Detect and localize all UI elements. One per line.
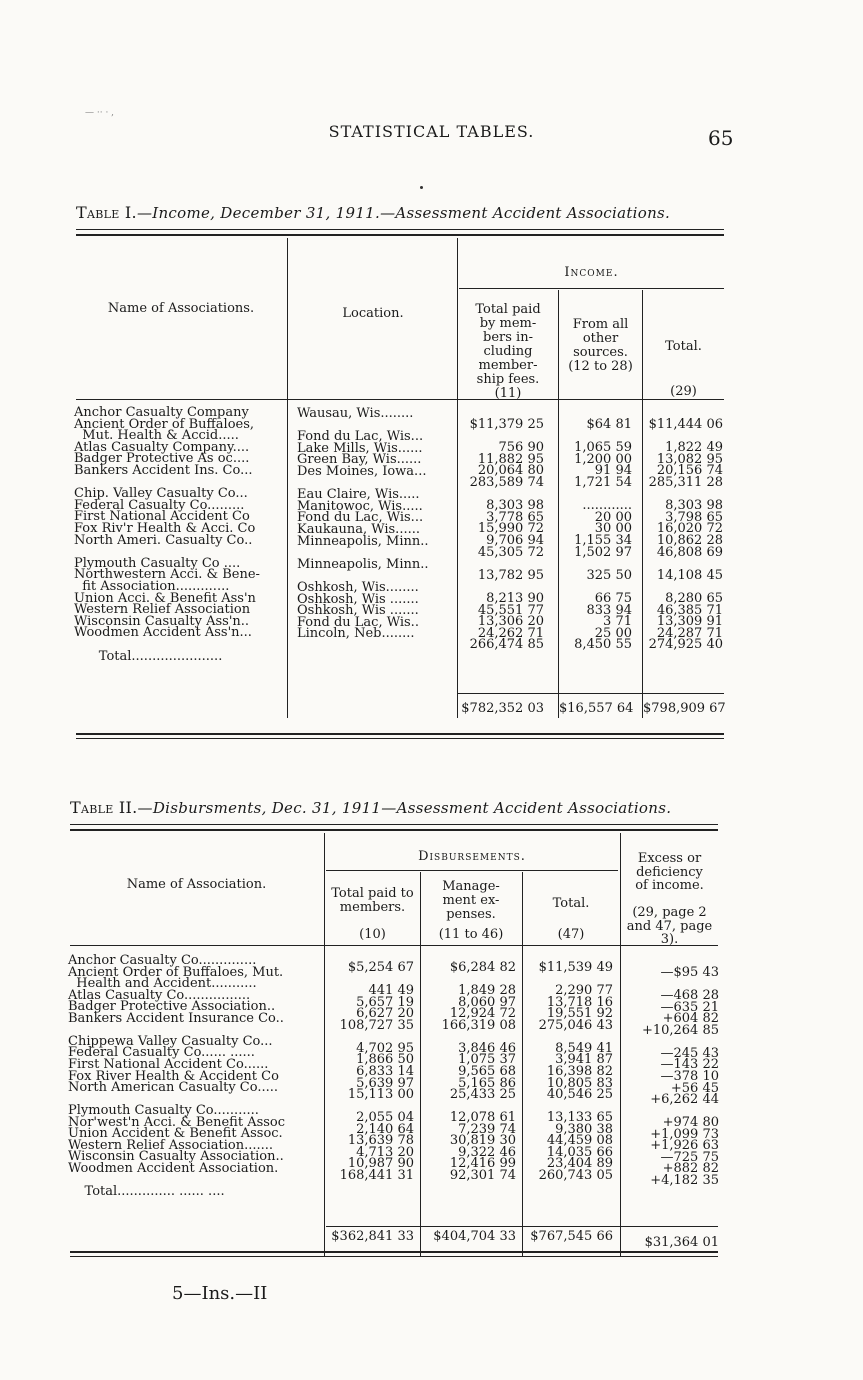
table1-caption [76,203,670,222]
table2-row-name: Bankers Accident Insurance Co.. [68,1010,284,1026]
table2-total-paid-members: $362,841 33 [331,1229,414,1244]
table2-cell-excess: +882 82 [662,1161,719,1177]
page-footer: 5—Ins.—II [172,1283,268,1304]
table2-caption [70,798,671,817]
table1-total-other-sources: $16,557 64 [559,701,634,716]
table2-header-col-paid-members: Total paid to members. [331,886,414,915]
table1-row-name: Western Relief Association [74,602,251,618]
table1-cell-total: 14,108 45 [656,567,723,583]
table1-header-name: Name of Associations. [107,301,255,316]
table2-cell-total: 13,133 65 [546,1110,613,1126]
table1-cell-total: 274,925 40 [648,637,723,653]
table2-row-name: Nor'west'n Acci. & Benefit Assoc [68,1114,286,1130]
table1-row-name: Mut. Health & Accid..... [74,428,239,444]
table1-row-name: fit Association............. [74,579,230,594]
table1-row-location: Minneapolis, Minn.. [297,556,429,572]
table1-row-location: Oshkosh, Wis ....... [297,603,419,619]
table2-cell-management: 92,301 74 [449,1167,516,1183]
table2-header-col-management: Manage- ment ex- penses. [442,879,500,922]
table2-row-name: Plymouth Casualty Co........... [68,1103,259,1119]
page-number: 65 [708,126,734,150]
table1-cell-paid-members: 9,706 94 [486,533,544,548]
table1-cell-paid-members: 45,305 72 [477,544,544,560]
table2-cell-management: 8,060 97 [458,994,516,1010]
table2-cell-excess: —143 22 [660,1057,719,1073]
table2-cell-total: 40,546 25 [546,1087,613,1103]
table2-cell-management: 9,565 68 [458,1063,516,1079]
table2-row-name: Chippewa Valley Casualty Co... [68,1033,273,1049]
table1-cell-other-sources: 20 00 [594,509,632,525]
table2-cell-total: $11,539 49 [538,960,613,975]
table2-cell-paid-members: 2,055 04 [356,1110,414,1126]
table1-row-name: Atlas Casualty Company.... [74,439,250,455]
table2-cell-total: 2,290 77 [555,983,613,999]
table1-row-name: Ancient Order of Buffaloes, [74,416,255,432]
page-header-title: STATISTICAL TABLES. [328,122,535,141]
table1-total-paid-members: $782,352 03 [461,701,544,716]
ink-dot [420,186,423,189]
table2-row-name: Wisconsin Casualty Association.. [68,1149,284,1165]
table2-cell-excess: +10,264 85 [641,1022,719,1038]
table1-header-col-total: Total. [665,339,702,354]
table1-row-name: Northwestern Acci. & Bene- [74,567,260,583]
table2-cell-management: 166,319 08 [441,1017,516,1033]
table1-row-name: First National Accident Co [74,509,250,525]
table2-cell-paid-members: 6,627 20 [356,1006,414,1022]
table2-row-name: Fox River Health & Accident Co [68,1068,279,1084]
table2-cell-paid-members: 108,727 35 [339,1017,414,1033]
table1-row-name: Fox Riv'r Health & Acci. Co [74,521,256,536]
table1-caption-subject: —Income, December 31, 1911. [136,204,381,222]
table2-cell-management: 7,239 74 [458,1121,516,1137]
table2-header-col-total: Total. [552,896,590,911]
table1-row-name: Badger Protective As oc.... [74,451,250,467]
table2-cell-total: 9,380 38 [555,1121,613,1137]
table2-cell-total: 23,404 89 [546,1156,613,1172]
table1-row-location: Eau Claire, Wis..... [297,487,420,503]
table2-caption-lead: Table II. [70,798,138,817]
table2-row-name: Total.............. ...... .... [68,1184,225,1199]
table1-cell-other-sources: 1,200 00 [574,451,632,467]
table1-caption-tail: —Assessment Accident Associations. [380,204,671,222]
table1-cell-total: 8,303 98 [665,498,723,514]
table2-cell-paid-members: 441 49 [368,983,414,999]
table1-cell-total: 20,156 74 [656,463,723,479]
table1-row-location: Manitowoc, Wis..... [297,498,423,514]
table2-cell-management: 30,819 30 [449,1133,516,1149]
table2-cell-management: 9,322 46 [458,1144,516,1160]
scan-smudge: — ·· · , [85,108,115,118]
table2-cell-paid-members: 2,140 64 [356,1121,414,1137]
table1-cell-total: 8,280 65 [665,591,723,606]
table1-row-name: Chip. Valley Casualty Co... [74,486,248,502]
table1-row-location: Des Moines, Iowa... [297,464,427,479]
table2-cell-total: 260,743 05 [538,1167,613,1183]
table2-cell-management: 1,849 28 [458,983,516,999]
table1-row-location: Fond du Lac, Wis... [297,510,424,526]
table1-caption-lead: Table I. [76,203,137,222]
table1-cell-other-sources: 1,502 97 [574,544,632,560]
table2-row-name: Woodmen Accident Association. [68,1160,279,1176]
table2-cell-management: $6,284 82 [449,960,516,975]
table1-cell-paid-members: 24,262 71 [477,625,544,641]
table1-row-location: Oshkosh, Wis........ [297,580,419,595]
table2-caption-subject: —Disbursments, Dec. 31, 1911 [137,799,382,817]
table2-cell-excess: —635 21 [660,999,719,1015]
table2-cell-paid-members: 6,833 14 [356,1063,414,1079]
table2-cell-excess: —468 28 [660,988,719,1004]
table2-cell-excess: +4,182 35 [650,1172,719,1188]
table2-cell-excess: —378 10 [660,1068,719,1084]
table2-cell-paid-members: 13,639 78 [347,1133,414,1149]
table2-total-total: $767,545 66 [530,1229,613,1244]
table1-cell-other-sources: $64 81 [586,417,632,432]
table1-row-location: Kaukauna, Wis...... [297,522,420,537]
table2-cell-excess: —$95 43 [660,965,719,980]
table1-cell-paid-members: 15,990 72 [477,521,544,537]
table2-header-name: Name of Association. [126,877,267,892]
table1-cell-total: 1,822 49 [665,440,723,456]
table2-header-disbursements: Disbursements. [418,849,526,864]
table2-cell-management: 5,165 86 [458,1075,516,1091]
table1-cell-other-sources: 1,065 59 [574,440,632,456]
table2-cell-total: 16,398 82 [546,1063,613,1079]
table2-cell-paid-members: 1,866 50 [356,1052,414,1068]
table1-cell-other-sources: 3 71 [603,614,632,630]
table2-total-excess: $31,364 01 [644,1235,719,1250]
table2-row-name: North American Casualty Co..... [68,1080,279,1096]
table1-row-location: Minneapolis, Minn.. [297,533,429,549]
table1-cell-total: 46,385 71 [656,602,723,618]
table1-header-location: Location. [342,306,404,321]
table1-row-location: Fond du Lac, Wis.. [297,614,419,630]
table1-cell-total: 285,311 28 [648,475,723,490]
table1-row-name: Wisconsin Casualty Ass'n.. [74,613,250,629]
table2-cell-total: 8,549 41 [555,1040,613,1056]
table2-cell-excess: +56 45 [670,1080,719,1096]
table1-header-income: Income. [564,265,619,280]
table1-cell-other-sources: 91 94 [594,463,632,479]
table2-row-name: Anchor Casualty Co.............. [68,953,257,968]
table1-row-name: Union Acci. & Benefit Ass'n [74,590,256,606]
table2-cell-excess: +604 82 [662,1011,719,1027]
table2-row-name: Health and Accident........... [68,976,257,992]
table2-cell-management: 25,433 25 [449,1087,516,1103]
table1-row-name: Federal Casualty Co......... [74,497,245,513]
table2-cell-paid-members: 5,639 97 [356,1075,414,1091]
table1-cell-paid-members: 8,303 98 [486,498,544,514]
table1-cell-other-sources: 66 75 [594,591,632,606]
table1-cell-other-sources: 833 94 [586,602,632,618]
table1-row-location: Lake Mills, Wis...... [297,440,423,456]
table2-row-name: Atlas Casualty Co................ [68,987,251,1003]
table1-cell-other-sources: 1,155 34 [574,533,632,548]
table2-row-name: Badger Protective Association.. [68,999,276,1015]
table2-row-name: Federal Casualty Co...... ...... [68,1045,255,1061]
table1-cell-paid-members: 13,306 20 [477,614,544,630]
table2-cell-excess: +974 80 [662,1115,719,1131]
table1-cell-paid-members: 3,778 65 [486,509,544,525]
table2-total-management: $404,704 33 [433,1229,516,1244]
table1-cell-other-sources: 25 00 [594,625,632,641]
table2-caption-tail: —Assessment Accident Associations. [381,799,672,817]
table2-cell-paid-members: 5,657 19 [356,994,414,1010]
table2-cell-excess: —725 75 [660,1149,719,1165]
table2-header-col-management-ref: (11 to 46) [438,927,504,942]
table2-cell-paid-members: 168,441 31 [339,1167,414,1183]
table1-row-name: North Ameri. Casualty Co.. [74,532,253,548]
table1-cell-paid-members: $11,379 25 [469,417,544,432]
table1-row-location: Lincoln, Neb........ [297,626,415,642]
table1-cell-paid-members: 11,882 95 [477,451,544,467]
table1-cell-other-sources: ............ [582,498,632,514]
table1-cell-total: 13,309 91 [656,614,723,630]
table2-header-col-excess: Excess or deficiency of income. (29, page 2 and 47, page 3). [626,851,713,947]
table2-cell-total: 10,805 83 [546,1075,613,1091]
table1-row-name: Total...................... [74,648,223,664]
table2-cell-total: 44,459 08 [546,1133,613,1149]
table1-cell-total: 10,862 28 [656,533,723,548]
table2-cell-management: 3,846 46 [458,1040,516,1056]
table1-cell-other-sources: 325 50 [586,567,632,583]
table2-cell-total: 14,035 66 [546,1144,613,1160]
table2-row-name: Ancient Order of Buffaloes, Mut. [68,964,284,980]
table2-cell-excess: +6,262 44 [650,1092,719,1108]
table2-cell-paid-members: 10,987 90 [347,1156,414,1172]
table2-cell-total: 275,046 43 [538,1017,613,1033]
table1-header-col-total-ref: (29) [670,384,697,399]
table1-total-total: $798,909 67 [643,701,726,716]
table2-cell-total: 19,551 92 [546,1006,613,1022]
table2-row-name: Western Relief Association....... [68,1137,273,1153]
table1-row-name: Anchor Casualty Company [74,405,249,420]
table1-cell-paid-members: 756 90 [498,440,544,456]
table1-row-location: Oshkosh, Wis ....... [297,591,419,607]
table1-row-name: Bankers Accident Ins. Co... [74,463,253,478]
table1-cell-paid-members: 283,589 74 [469,475,544,490]
table2-cell-paid-members: 15,113 00 [347,1087,414,1103]
table2-header-col-paid-members-ref: (10) [359,927,386,942]
table1-cell-total: 3,798 65 [665,509,723,525]
table1-cell-paid-members: 20,064 80 [477,463,544,479]
table1-cell-paid-members: 266,474 85 [469,637,544,653]
table1-cell-other-sources: 8,450 55 [574,637,632,653]
table1-cell-other-sources: 30 00 [594,521,632,537]
table2-cell-paid-members: 4,713 20 [356,1144,414,1160]
table1-cell-total: 13,082 95 [656,451,723,467]
table1-header-col-other-sources: From all other sources. (12 to 28) [568,317,633,374]
table2-cell-excess: +1,099 73 [650,1126,719,1142]
table2-cell-management: 12,924 72 [449,1006,516,1022]
table2-cell-management: 12,078 61 [449,1110,516,1126]
table1-cell-paid-members: 13,782 95 [477,567,544,583]
table2-cell-excess: +1,926 63 [650,1138,719,1154]
table1-row-location: Wausau, Wis........ [297,406,414,421]
table1-row-name: Woodmen Accident Ass'n... [74,625,252,641]
table1-cell-total: 16,020 72 [656,521,723,537]
table2-cell-total: 13,718 16 [546,994,613,1010]
table2-cell-paid-members: $5,254 67 [347,960,414,975]
table1-cell-paid-members: 45,551 77 [477,602,544,618]
table2-row-name: Union Accident & Benefit Assoc. [68,1126,283,1142]
table1-header-col-paid-members: Total paid by mem- bers in- cluding member- ship fees. (11) [475,302,541,401]
table1-cell-paid-members: 8,213 90 [486,591,544,606]
table1-cell-total: 46,808 69 [656,544,723,560]
table2-cell-management: 12,416 99 [449,1156,516,1172]
table2-cell-excess: —245 43 [660,1045,719,1061]
table1-cell-total: 24,287 71 [656,625,723,641]
table2-cell-total: 3,941 87 [555,1052,613,1068]
table2-header-col-total-ref: (47) [557,927,585,942]
table2-row-name: First National Accident Co...... [68,1056,269,1072]
table1-row-location: Fond du Lac, Wis... [297,429,424,445]
table2-cell-paid-members: 4,702 95 [356,1040,414,1056]
table1-row-location: Green Bay, Wis...... [297,452,422,468]
table1-cell-total: $11,444 06 [648,417,723,432]
table2-cell-management: 1,075 37 [458,1052,516,1068]
table1-cell-other-sources: 1,721 54 [574,475,632,490]
table1-row-name: Plymouth Casualty Co .... [74,555,241,571]
